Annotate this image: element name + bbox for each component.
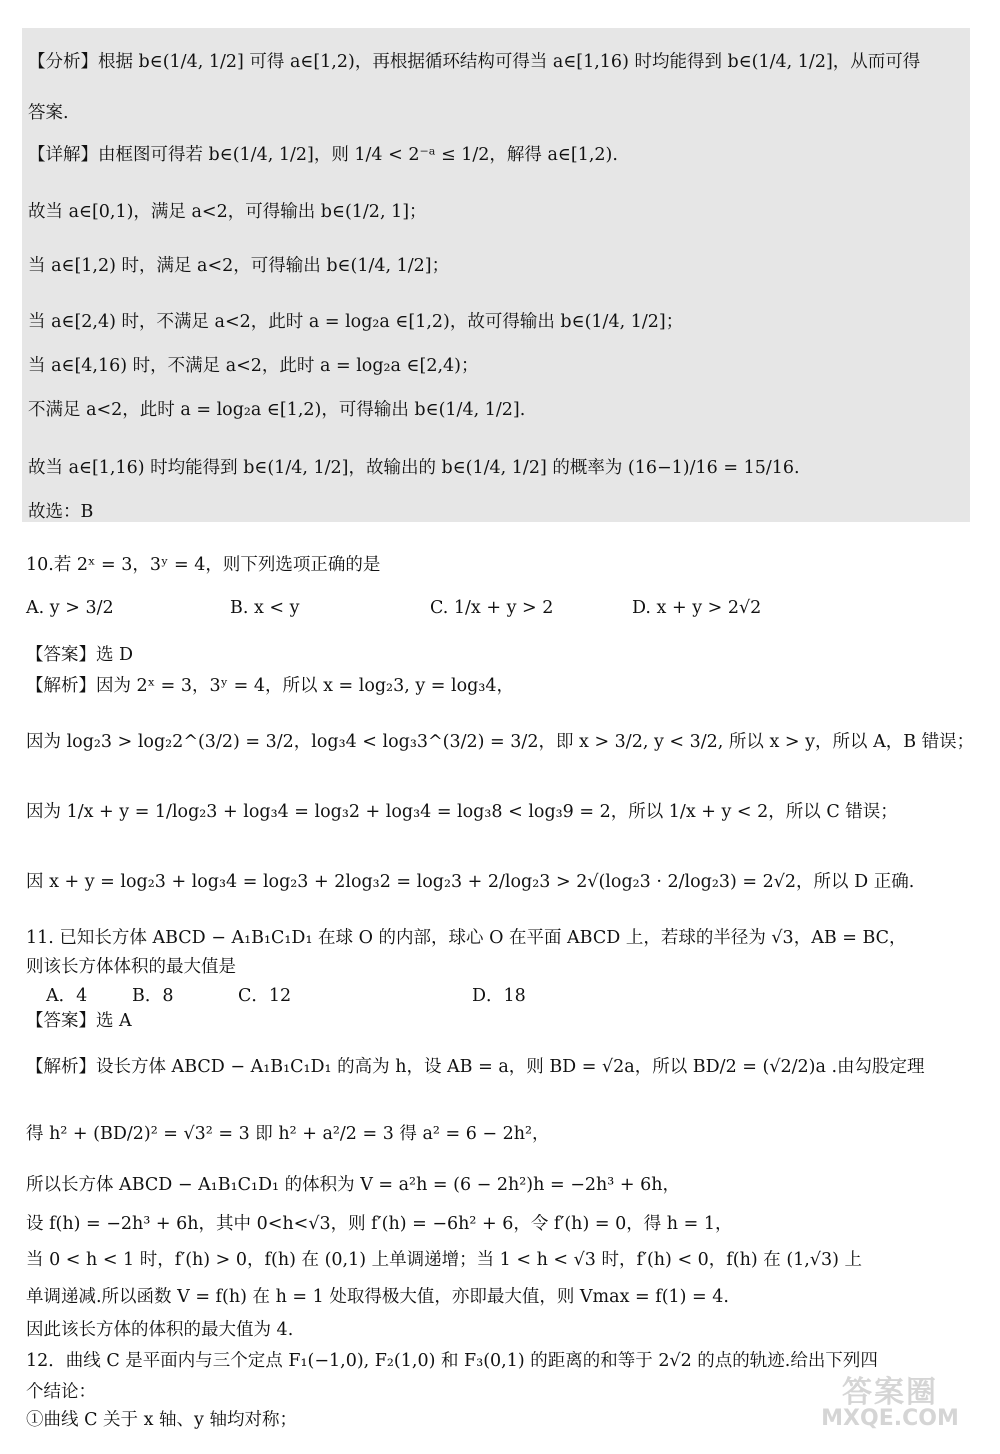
watermark-url: MXQE.COM: [821, 1406, 959, 1431]
q9-detail-line-6: 不满足 a<2，此时 a = log₂a ∈[1,2)，可得输出 b∈(1/4, 1/2].: [28, 400, 526, 420]
q11-answer: 【答案】选 A: [26, 1011, 132, 1031]
q10-option-c: C. 1/x + y > 2: [430, 598, 554, 618]
q11-stem-line-2: 则该长方体体积的最大值是: [26, 957, 236, 977]
q12-stem-line-1: 12．曲线 C 是平面内与三个定点 F₁(−1,0), F₂(1,0) 和 F₃(0,1) 的距离的和等于 2√2 的点的轨迹.给出下列四: [26, 1351, 878, 1371]
q11-option-b: B．8: [132, 986, 174, 1006]
q12-conclusion-1: ①曲线 C 关于 x 轴、y 轴均对称；: [26, 1410, 297, 1430]
q10-solution-line-4: 因 x + y = log₂3 + log₃4 = log₂3 + 2log₃2 = log₂3 + 2/log₂3 > 2√(log₂3 · 2/log₂3) = 2√2，所以 D 正确.: [26, 872, 915, 892]
watermark-logo: [810, 1375, 970, 1436]
q12-stem-line-2: 个结论：: [26, 1382, 96, 1402]
q11-option-d: D．18: [472, 986, 526, 1006]
q10-option-b: B. x < y: [230, 598, 300, 618]
q9-detail-line-7: 故当 a∈[1,16) 时均能得到 b∈(1/4, 1/2]，故输出的 b∈(1/4, 1/2] 的概率为 (16−1)/16 = 15/16.: [28, 458, 800, 478]
q9-detail-line-5: 当 a∈[4,16) 时，不满足 a<2，此时 a = log₂a ∈[2,4)；: [28, 356, 479, 376]
q11-stem-line-1: 11. 已知长方体 ABCD − A₁B₁C₁D₁ 在球 O 的内部，球心 O 在平面 ABCD 上，若球的半径为 √3，AB = BC，: [26, 928, 907, 948]
q11-option-a: A．4: [46, 986, 88, 1006]
q11-solution-line-3: 所以长方体 ABCD − A₁B₁C₁D₁ 的体积为 V = a²h = (6 − 2h²)h = −2h³ + 6h，: [26, 1175, 680, 1195]
q9-detail-line-1: 【详解】由框图可得若 b∈(1/4, 1/2]，则 1/4 < 2⁻ᵃ ≤ 1/2，解得 a∈[1,2).: [28, 145, 618, 165]
q10-solution-line-3: 因为 1/x + y = 1/log₂3 + log₃4 = log₃2 + log₃4 = log₃8 < log₃9 = 2，所以 1/x + y < 2，所以 C 错误；: [26, 802, 898, 822]
q11-solution-line-4: 设 f(h) = −2h³ + 6h，其中 0<h<√3，则 f′(h) = −6h² + 6，令 f′(h) = 0，得 h = 1，: [26, 1214, 733, 1234]
q11-solution-line-6: 单调递减.所以函数 V = f(h) 在 h = 1 处取得极大值，亦即最大值，则 Vmax = f(1) = 4.: [26, 1287, 729, 1307]
q9-detail-line-4: 当 a∈[2,4) 时，不满足 a<2，此时 a = log₂a ∈[1,2)，故可得输出 b∈(1/4, 1/2]；: [28, 312, 684, 332]
q10-option-a: A. y > 3/2: [26, 598, 114, 618]
q10-solution-line-1: 【解析】因为 2ˣ = 3，3ʸ = 4，所以 x = log₂3, y = log₃4，: [26, 676, 514, 696]
q9-analysis-line-2: 答案.: [28, 103, 69, 123]
q11-solution-line-1: 【解析】设长方体 ABCD − A₁B₁C₁D₁ 的高为 h，设 AB = a，则 BD = √2a，所以 BD/2 = (√2/2)a .由勾股定理: [26, 1057, 925, 1077]
q11-option-c: C．12: [238, 986, 292, 1006]
q10-solution-line-2: 因为 log₂3 > log₂2^(3/2) = 3/2，log₃4 < log₃3^(3/2) = 3/2，即 x > 3/2, y < 3/2, 所以 x > y，所以 A，B 错误；: [26, 732, 975, 752]
q10-stem: 10.若 2ˣ = 3，3ʸ = 4，则下列选项正确的是: [26, 555, 381, 575]
q11-conclusion: 因此该长方体的体积的最大值为 4.: [26, 1320, 294, 1340]
watermark-text: 答案圈: [842, 1375, 938, 1410]
q10-option-d: D. x + y > 2√2: [632, 598, 762, 618]
q10-answer: 【答案】选 D: [26, 645, 134, 665]
q11-solution-line-5: 当 0 < h < 1 时，f′(h) > 0，f(h) 在 (0,1) 上单调递增；当 1 < h < √3 时，f′(h) < 0，f(h) 在 (1,√3) 上: [26, 1250, 863, 1270]
q9-solution-box: [22, 28, 970, 522]
q9-choice-line: 故选：B: [28, 502, 94, 522]
q11-solution-line-2: 得 h² + (BD/2)² = √3² = 3 即 h² + a²/2 = 3 得 a² = 6 − 2h²，: [26, 1124, 550, 1144]
q9-analysis-line-1: 【分析】根据 b∈(1/4, 1/2] 可得 a∈[1,2)，再根据循环结构可得当 a∈[1,16) 时均能得到 b∈(1/4, 1/2]，从而可得: [28, 52, 921, 72]
q9-detail-line-2: 故当 a∈[0,1)，满足 a<2，可得输出 b∈(1/2, 1]；: [28, 202, 427, 222]
q9-detail-line-3: 当 a∈[1,2) 时，满足 a<2，可得输出 b∈(1/4, 1/2]；: [28, 256, 450, 276]
